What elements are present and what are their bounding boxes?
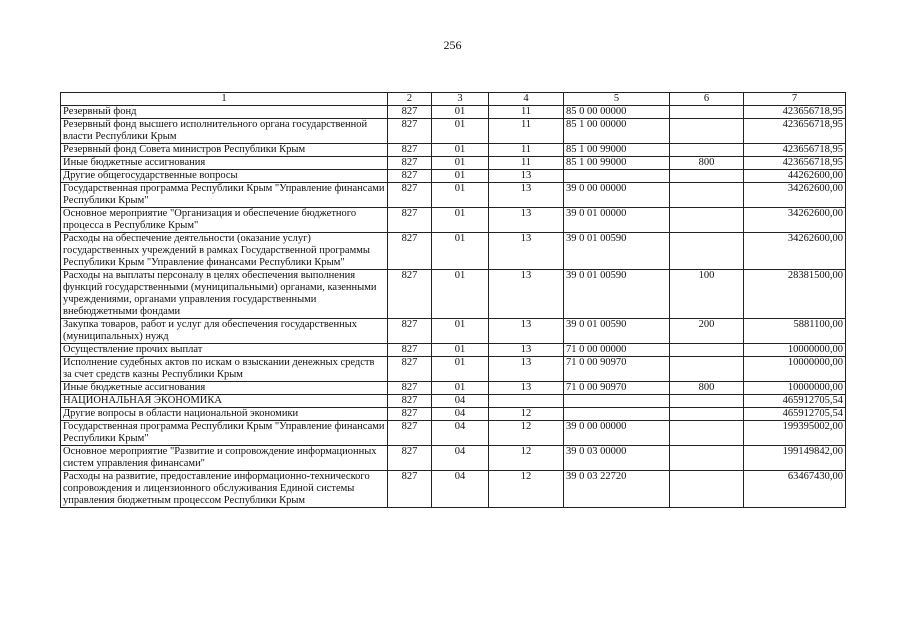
row-name: Другие общегосударственные вопросы: [61, 170, 388, 183]
row-c4: 13: [489, 270, 564, 319]
row-c2: 827: [388, 106, 432, 119]
row-amount: 10000000,00: [744, 382, 846, 395]
row-c6: [670, 170, 744, 183]
header-cell: 1: [61, 93, 388, 106]
row-c2: 827: [388, 183, 432, 208]
row-name: Осуществление прочих выплат: [61, 344, 388, 357]
row-c6: [670, 421, 744, 446]
row-c4: 13: [489, 357, 564, 382]
row-c3: 04: [432, 446, 489, 471]
row-c2: 827: [388, 270, 432, 319]
row-c2: 827: [388, 119, 432, 144]
row-c3: 01: [432, 233, 489, 270]
table-row: [61, 421, 846, 446]
row-c3: 04: [432, 421, 489, 446]
header-cell: 5: [564, 93, 670, 106]
row-c2: 827: [388, 208, 432, 233]
row-c4: 11: [489, 157, 564, 170]
row-c3: 01: [432, 119, 489, 144]
row-c4: 12: [489, 471, 564, 508]
table-row: [61, 233, 846, 270]
row-c3: 04: [432, 471, 489, 508]
row-amount: 423656718,95: [744, 119, 846, 144]
row-c3: 01: [432, 170, 489, 183]
row-c5: 39 0 00 00000: [564, 183, 670, 208]
row-c6: [670, 395, 744, 408]
table-row: [61, 344, 846, 357]
row-amount: 10000000,00: [744, 357, 846, 382]
row-c6: [670, 357, 744, 382]
row-c6: [670, 183, 744, 208]
row-c2: 827: [388, 144, 432, 157]
row-name: Резервный фонд высшего исполнительного органа государственной власти Республики Крым: [61, 119, 388, 144]
row-c5: 71 0 00 00000: [564, 344, 670, 357]
row-c2: 827: [388, 170, 432, 183]
row-c5: 39 0 03 00000: [564, 446, 670, 471]
row-c4: 11: [489, 144, 564, 157]
row-name: Расходы на обеспечение деятельности (оказание услуг) государственных учреждений в рамках Государственной программы Республики Крым "Управление финансами Республики Крым": [61, 233, 388, 270]
row-c4: 13: [489, 170, 564, 183]
row-c2: 827: [388, 157, 432, 170]
table-row: [61, 471, 846, 508]
row-c4: 12: [489, 408, 564, 421]
row-amount: 423656718,95: [744, 157, 846, 170]
table-row: [61, 208, 846, 233]
row-c6: [670, 233, 744, 270]
row-c4: 11: [489, 106, 564, 119]
row-c5: [564, 395, 670, 408]
row-c3: 04: [432, 395, 489, 408]
row-c6: [670, 471, 744, 508]
row-c6: [670, 144, 744, 157]
row-c3: 01: [432, 357, 489, 382]
row-c3: 01: [432, 319, 489, 344]
row-c6: [670, 344, 744, 357]
row-c4: 13: [489, 183, 564, 208]
row-name: Резервный фонд Совета министров Республики Крым: [61, 144, 388, 157]
row-amount: 34262600,00: [744, 233, 846, 270]
row-name: Расходы на выплаты персоналу в целях обеспечения выполнения функций государственными (муниципальными) органами, казенными учреждениями, органами управления государственными внебюджетными фондами: [61, 270, 388, 319]
table-row: [61, 395, 846, 408]
row-c3: 01: [432, 183, 489, 208]
row-c3: 01: [432, 344, 489, 357]
row-amount: 28381500,00: [744, 270, 846, 319]
row-c2: 827: [388, 408, 432, 421]
row-c5: 85 1 00 99000: [564, 144, 670, 157]
row-c5: 85 1 00 99000: [564, 157, 670, 170]
table-row: [61, 319, 846, 344]
row-c5: [564, 408, 670, 421]
row-amount: 10000000,00: [744, 344, 846, 357]
row-c5: 85 0 00 00000: [564, 106, 670, 119]
row-c3: 01: [432, 208, 489, 233]
row-name: Государственная программа Республики Крым "Управление финансами Республики Крым": [61, 183, 388, 208]
row-c2: 827: [388, 357, 432, 382]
row-c5: 71 0 00 90970: [564, 382, 670, 395]
row-c6: [670, 119, 744, 144]
row-amount: 423656718,95: [744, 144, 846, 157]
row-name: Государственная программа Республики Крым "Управление финансами Республики Крым": [61, 421, 388, 446]
row-c5: 39 0 00 00000: [564, 421, 670, 446]
row-c4: [489, 395, 564, 408]
row-c5: 39 0 01 00000: [564, 208, 670, 233]
row-c2: 827: [388, 344, 432, 357]
row-name: Основное мероприятие "Организация и обеспечение бюджетного процесса в Республике Крым": [61, 208, 388, 233]
row-c6: 800: [670, 382, 744, 395]
row-c2: 827: [388, 233, 432, 270]
table-row: [61, 446, 846, 471]
row-amount: 34262600,00: [744, 208, 846, 233]
row-name: Иные бюджетные ассигнования: [61, 382, 388, 395]
row-c6: [670, 208, 744, 233]
row-amount: 465912705,54: [744, 408, 846, 421]
row-name: Иные бюджетные ассигнования: [61, 157, 388, 170]
table-row: [61, 183, 846, 208]
row-c3: 04: [432, 408, 489, 421]
row-c3: 01: [432, 157, 489, 170]
table-row: [61, 270, 846, 319]
row-name: Резервный фонд: [61, 106, 388, 119]
row-c6: 800: [670, 157, 744, 170]
row-amount: 34262600,00: [744, 183, 846, 208]
row-c5: 85 1 00 00000: [564, 119, 670, 144]
row-amount: 465912705,54: [744, 395, 846, 408]
row-c2: 827: [388, 446, 432, 471]
row-name: Основное мероприятие "Развитие и сопровождение информационных систем управления финансами": [61, 446, 388, 471]
row-c3: 01: [432, 270, 489, 319]
row-c6: [670, 106, 744, 119]
row-c2: 827: [388, 421, 432, 446]
row-name: Исполнение судебных актов по искам о взыскании денежных средств за счет средств казны Республики Крым: [61, 357, 388, 382]
table-row: [61, 119, 846, 144]
header-cell: 2: [388, 93, 432, 106]
table-row: [61, 357, 846, 382]
row-c2: 827: [388, 319, 432, 344]
row-c2: 827: [388, 471, 432, 508]
row-c6: 200: [670, 319, 744, 344]
row-amount: 199149842,00: [744, 446, 846, 471]
row-c4: 12: [489, 446, 564, 471]
row-c4: 13: [489, 233, 564, 270]
table-row: [61, 144, 846, 157]
header-cell: 6: [670, 93, 744, 106]
table-row: [61, 170, 846, 183]
header-cell: 3: [432, 93, 489, 106]
row-c4: 13: [489, 319, 564, 344]
row-c5: 39 0 03 22720: [564, 471, 670, 508]
row-c6: [670, 408, 744, 421]
row-c4: 13: [489, 382, 564, 395]
row-amount: 423656718,95: [744, 106, 846, 119]
row-name: Закупка товаров, работ и услуг для обеспечения государственных (муниципальных) нужд: [61, 319, 388, 344]
row-name: Расходы на развитие, предоставление информационно-технического сопровождения и лицензионного обслуживания Единой системы управления бюджетным процессом Республики Крым: [61, 471, 388, 508]
header-cell: 7: [744, 93, 846, 106]
table-header-row: [61, 93, 846, 106]
row-c4: 13: [489, 344, 564, 357]
table-row: [61, 382, 846, 395]
row-c4: 12: [489, 421, 564, 446]
table-row: [61, 106, 846, 119]
row-c6: [670, 446, 744, 471]
row-name: Другие вопросы в области национальной экономики: [61, 408, 388, 421]
page-number: 256: [443, 38, 462, 52]
header-cell: 4: [489, 93, 564, 106]
row-amount: 199395002,00: [744, 421, 846, 446]
row-c2: 827: [388, 382, 432, 395]
row-c4: 11: [489, 119, 564, 144]
row-c3: 01: [432, 106, 489, 119]
row-c5: 39 0 01 00590: [564, 233, 670, 270]
row-c5: 39 0 01 00590: [564, 270, 670, 319]
row-c5: 39 0 01 00590: [564, 319, 670, 344]
row-c5: [564, 170, 670, 183]
row-c3: 01: [432, 382, 489, 395]
row-c5: 71 0 00 90970: [564, 357, 670, 382]
row-amount: 5881100,00: [744, 319, 846, 344]
table-row: [61, 157, 846, 170]
row-c4: 13: [489, 208, 564, 233]
table-row: [61, 408, 846, 421]
row-c2: 827: [388, 395, 432, 408]
row-amount: 44262600,00: [744, 170, 846, 183]
row-name: НАЦИОНАЛЬНАЯ ЭКОНОМИКА: [61, 395, 388, 408]
row-c3: 01: [432, 144, 489, 157]
budget-table: [60, 92, 846, 508]
row-amount: 63467430,00: [744, 471, 846, 508]
row-c6: 100: [670, 270, 744, 319]
